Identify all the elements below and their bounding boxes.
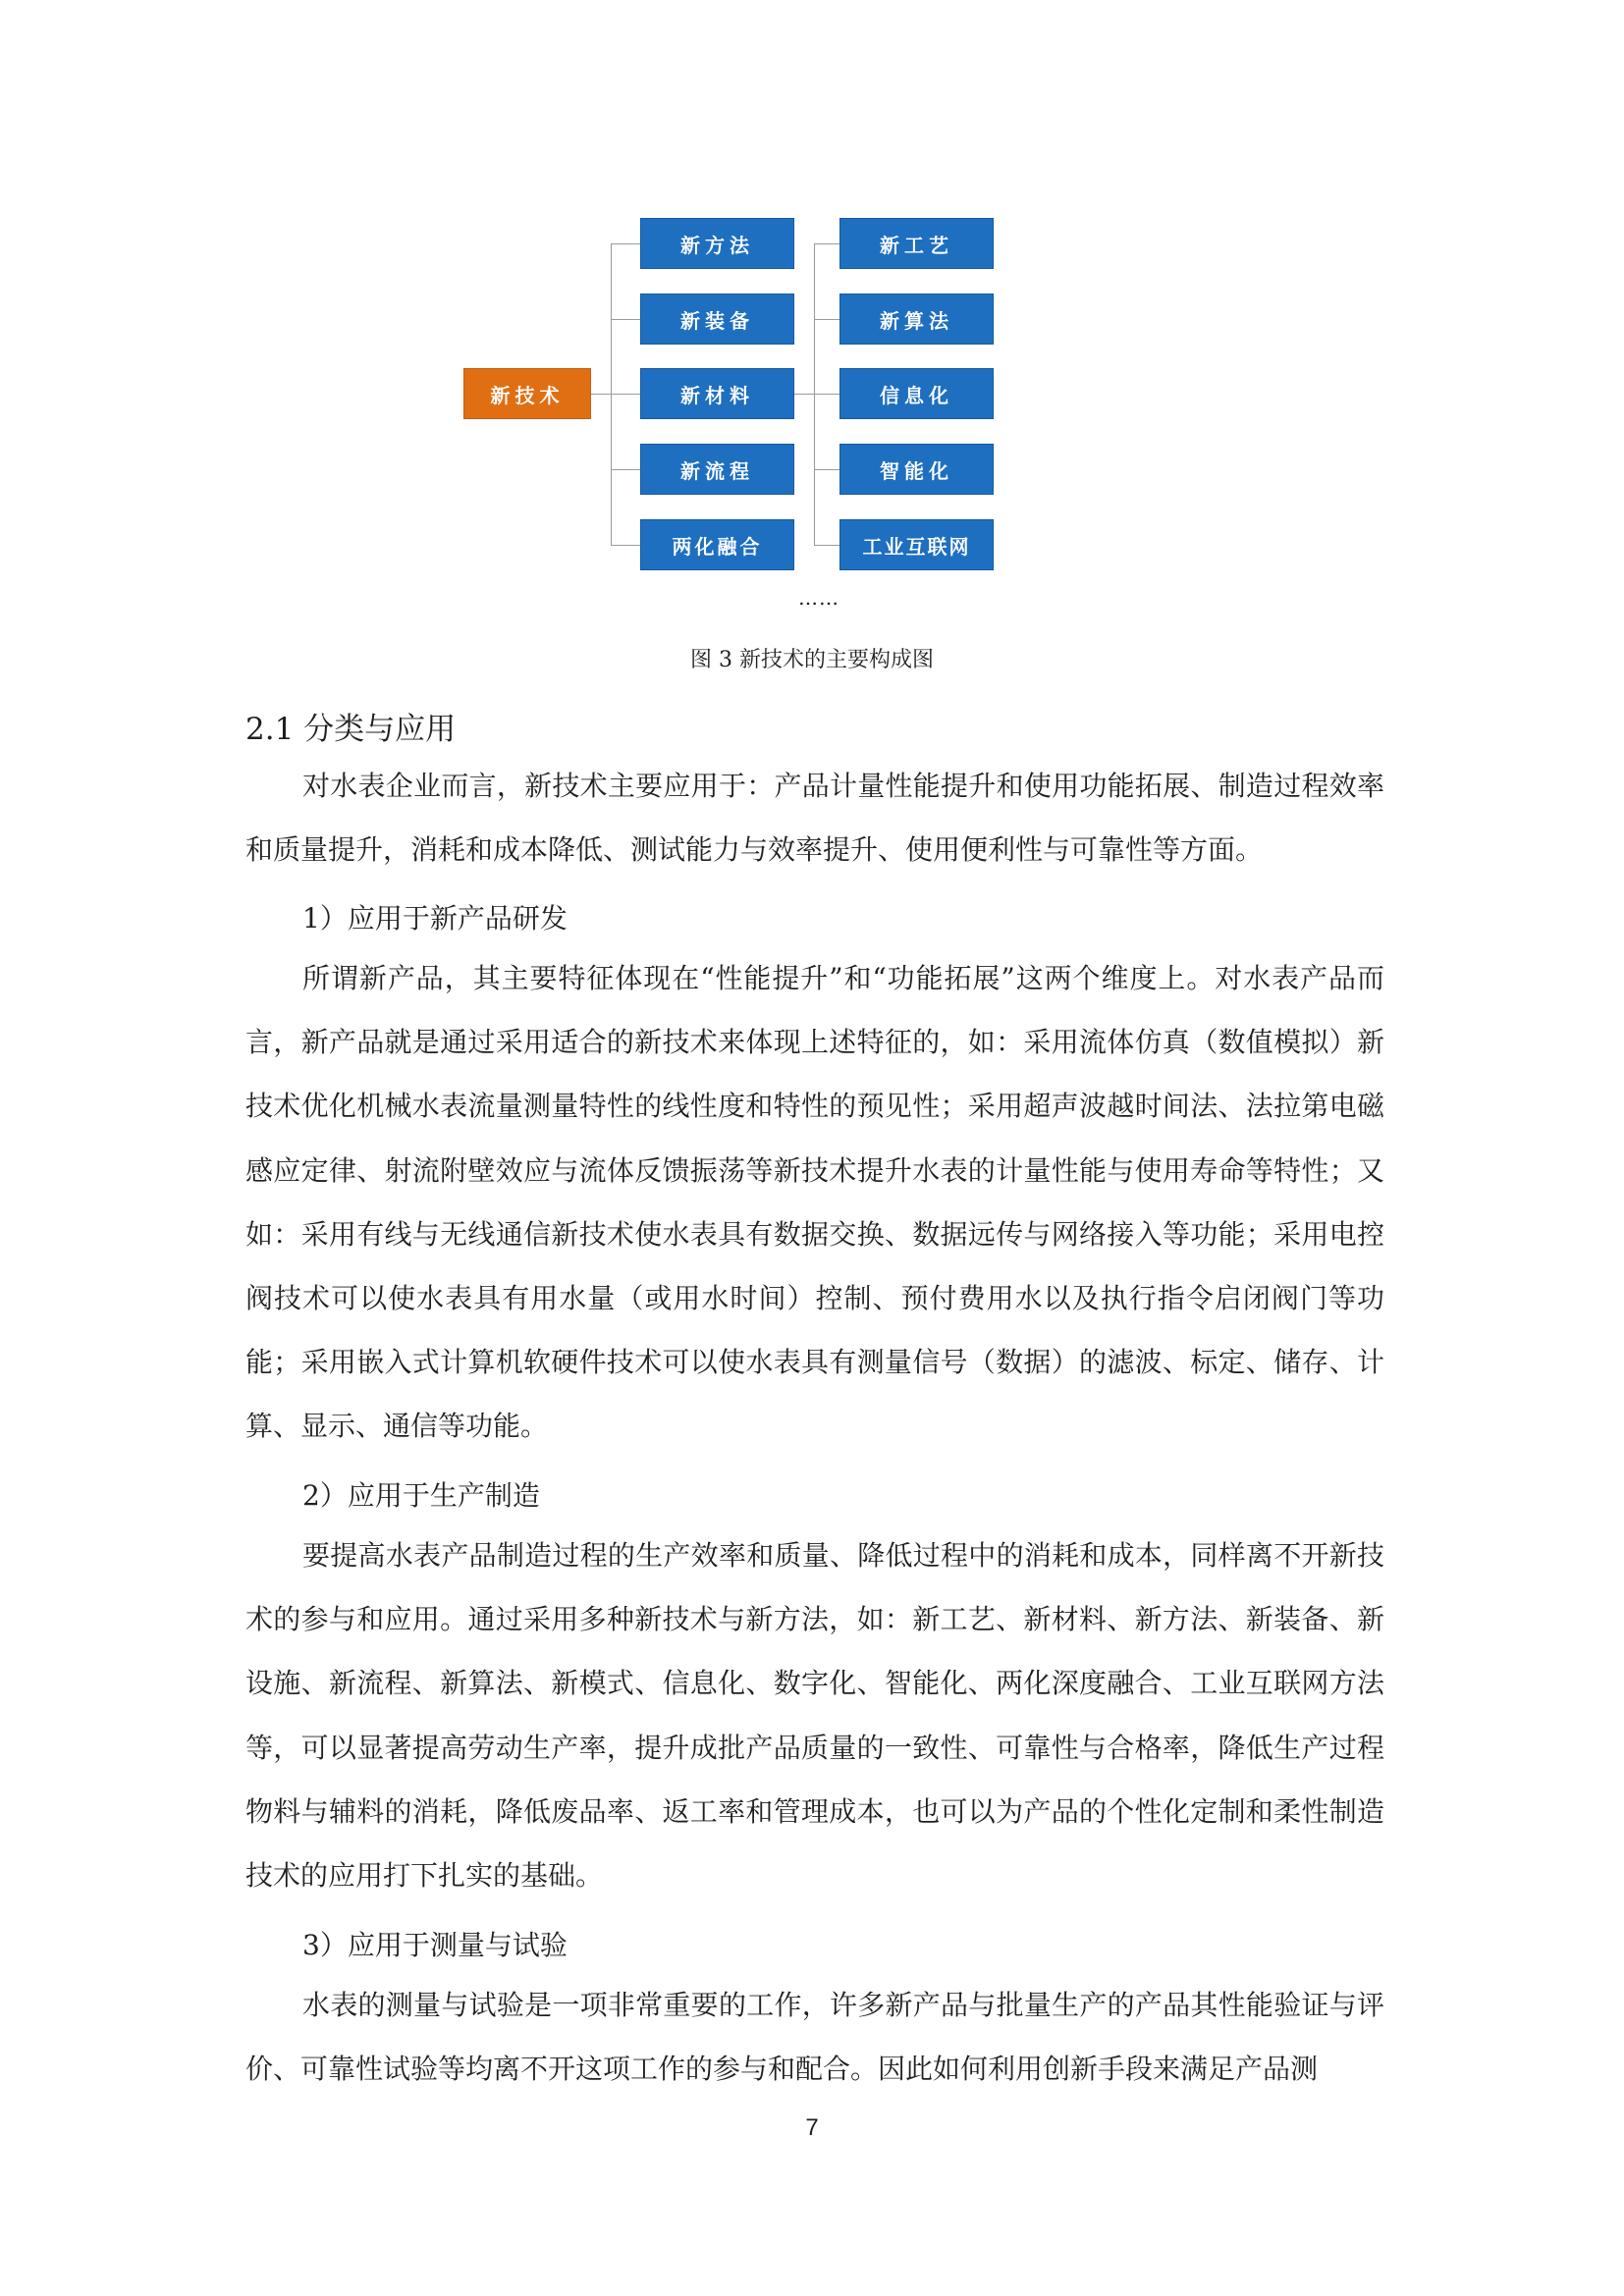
- diagram-node-right-3: 信息化: [839, 368, 994, 419]
- connector-right-2: [814, 319, 839, 320]
- connector-right-1: [814, 243, 839, 244]
- diagram-node-right-4: 智能化: [839, 444, 994, 495]
- connector-root-stem: [591, 394, 611, 395]
- connector-left-4: [611, 469, 640, 470]
- connector-left-2: [611, 319, 640, 320]
- diagram-node-right-1: 新工艺: [839, 218, 994, 269]
- diagram-node-right-5: 工业互联网: [839, 519, 994, 570]
- diagram-node-left-5: 两化融合: [640, 519, 794, 570]
- section-heading: 2.1 分类与应用: [245, 712, 457, 747]
- connector-left-spine: [611, 243, 612, 546]
- subsection-3-body: 水表的测量与试验是一项非常重要的工作，许多新产品与批量生产的产品其性能验证与评价、可靠性试验等均离不开这项工作的参与和配合。因此如何利用创新手段来满足产品测: [245, 1989, 1384, 2086]
- subsection-1-title: 1）应用于新产品研发: [302, 902, 568, 934]
- page-number: 7: [805, 2114, 819, 2141]
- diagram-node-left-3: 新材料: [640, 368, 794, 419]
- diagram-ellipsis: ……: [798, 586, 839, 610]
- subsection-3-title: 3）应用于测量与试验: [302, 1929, 568, 1961]
- connector-middle: [794, 394, 814, 395]
- figure-caption: 图 3 新技术的主要构成图: [690, 648, 934, 672]
- connector-right-4: [814, 469, 839, 470]
- subsection-2-title: 2）应用于生产制造: [302, 1479, 540, 1512]
- diagram-node-left-4: 新流程: [640, 444, 794, 495]
- connector-left-5: [611, 545, 640, 546]
- diagram-node-right-2: 新算法: [839, 294, 994, 345]
- technology-composition-diagram: [0, 0, 1624, 648]
- connector-left-1: [611, 243, 640, 244]
- diagram-root-node: 新技术: [463, 368, 591, 419]
- diagram-node-left-1: 新方法: [640, 218, 794, 269]
- connector-right-spine: [814, 243, 815, 546]
- connector-right-5: [814, 545, 839, 546]
- subsection-2-body: 要提高水表产品制造过程的生产效率和质量、降低过程中的消耗和成本，同样离不开新技术的参与和应用。通过采用多种新技术与新方法，如：新工艺、新材料、新方法、新装备、新设施、新流程、新算法、新模式、信息化、数字化、智能化、两化深度融合、工业互联网方法等，可以显著提高劳动生产率，提升成批产品质量的一致性、可靠性与合格率，降低生产过程物料与辅料的消耗，降低废品率、返工率和管理成本，也可以为产品的个性化定制和柔性制造技术的应用打下扎实的基础。: [245, 1539, 1384, 1893]
- connector-right-3: [814, 394, 839, 395]
- intro-paragraph: 对水表企业而言，新技术主要应用于：产品计量性能提升和使用功能拓展、制造过程效率和质量提升，消耗和成本降低、测试能力与效率提升、使用便利性与可靠性等方面。: [245, 770, 1384, 867]
- diagram-node-left-2: 新装备: [640, 294, 794, 345]
- connector-left-3: [611, 394, 640, 395]
- subsection-1-body: 所谓新产品，其主要特征体现在“性能提升”和“功能拓展”这两个维度上。对水表产品而言，新产品就是通过采用适合的新技术来体现上述特征的，如：采用流体仿真（数值模拟）新技术优化机械水表流量测量特性的线性度和特性的预见性；采用超声波越时间法、法拉第电磁感应定律、射流附壁效应与流体反馈振荡等新技术提升水表的计量性能与使用寿命等特性；又如：采用有线与无线通信新技术使水表具有数据交换、数据远传与网络接入等功能；采用电控阀技术可以使水表具有用水量（或用水时间）控制、预付费用水以及执行指令启闭阀门等功能；采用嵌入式计算机软硬件技术可以使水表具有测量信号（数据）的滤波、标定、储存、计算、显示、通信等功能。: [245, 962, 1384, 1443]
